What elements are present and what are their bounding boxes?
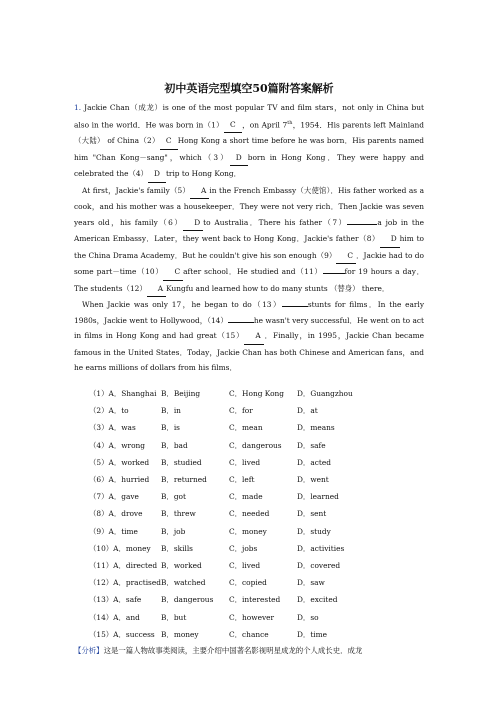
option-cell: D．means xyxy=(297,423,335,433)
document-page xyxy=(74,80,424,656)
option-cell: D．went xyxy=(297,475,329,484)
answer-blank-14 xyxy=(228,322,254,323)
passage-text: Jackie Chan（成龙）is one of the most popular TV and film stars，not only in China but also in the world．He was born in（1） xyxy=(74,103,424,129)
option-cell: （3）A．was xyxy=(89,423,136,433)
passage-text: Kungfu and learned how to do many stunts （替身） there． xyxy=(166,283,390,293)
option-cell: C．lived xyxy=(229,560,261,570)
option-row xyxy=(74,488,424,505)
option-row xyxy=(74,574,424,591)
passage-text: born in Hong Kong．They were happy and celebrated the（4） xyxy=(74,152,424,179)
passage-text: to Australia．There his father（7） xyxy=(203,217,348,227)
option-row xyxy=(74,522,424,539)
passage-text: for 19 hours a day．The students（12） xyxy=(74,267,424,293)
option-cell: B．in xyxy=(161,406,181,416)
option-cell: B．skills xyxy=(161,543,193,553)
superscript-text: th xyxy=(287,119,293,126)
option-cell: （11）A．directed xyxy=(89,560,158,570)
option-row xyxy=(74,540,424,557)
option-cell: B．returned xyxy=(161,475,207,484)
option-cell: D．time xyxy=(297,629,328,639)
option-cell: B．money xyxy=(161,629,199,639)
option-cell: D．sent xyxy=(297,509,327,519)
option-cell: C．lived xyxy=(229,457,261,467)
option-cell: （12）A．practised xyxy=(89,578,161,588)
answer-blank-1: C xyxy=(224,117,242,134)
option-cell: D．activities xyxy=(297,543,345,553)
answer-blank-2: C xyxy=(160,133,178,150)
analysis-section xyxy=(74,645,424,656)
option-cell: C．chance xyxy=(229,629,269,639)
option-cell: （15）A．success xyxy=(89,629,155,639)
answer-blank-10: C xyxy=(163,264,183,281)
option-cell: （6）A．hurried xyxy=(89,475,150,484)
option-cell: D．excited xyxy=(297,595,338,605)
answer-blank-13 xyxy=(282,306,308,307)
option-row xyxy=(74,385,424,402)
option-row xyxy=(74,591,424,608)
passage-text: ，on April 7 xyxy=(241,119,288,129)
option-cell: D．learned xyxy=(297,492,339,502)
option-cell: C．Hong Kong xyxy=(229,389,285,399)
question-number: 1. xyxy=(74,103,82,112)
answer-blank-9: C xyxy=(336,248,356,265)
answer-blank-8: D xyxy=(380,231,400,248)
option-cell: （13）A．safe xyxy=(89,595,142,605)
option-cell: （9）A．time xyxy=(89,526,138,536)
passage-text: he wasn't very successful．He went on to act in films in Hong Kong and had great（15） xyxy=(74,315,424,341)
passage-text: ，1954．His parents left Mainland （大陆） of China（2） xyxy=(74,119,424,146)
passage-text: Hong Kong a short time before he was born．His parents named him "Chan Kong－sang"，which（3） xyxy=(74,136,424,162)
option-cell: （2）A．to xyxy=(89,406,129,416)
option-row xyxy=(74,419,424,436)
option-row xyxy=(74,505,424,522)
option-cell: B．threw xyxy=(161,509,196,519)
document-title: 初中英语完型填空50篇附答案解析 xyxy=(164,82,334,95)
passage-text: At first，Jackie's family（5） xyxy=(82,185,190,195)
passage-paragraph-2 xyxy=(74,183,424,298)
option-cell: D．study xyxy=(297,526,331,536)
option-row xyxy=(74,402,424,419)
option-row xyxy=(74,608,424,625)
option-cell: B．studied xyxy=(161,457,202,467)
passage-text: in the French Embassy（大使馆）．His father worked as a cook，and his mother was a housekeeper．They were not very rich．Then Jackie was seven years old，his family（6） xyxy=(74,185,424,227)
option-cell: B．got xyxy=(161,492,186,502)
option-cell: D．Guangzhou xyxy=(297,389,353,399)
answer-blank-12: A xyxy=(147,281,166,298)
option-cell: D．saw xyxy=(297,578,325,588)
answer-blank-11 xyxy=(323,273,345,274)
option-cell: C．left xyxy=(229,475,255,484)
option-row xyxy=(74,626,424,643)
option-cell: （8）A．drove xyxy=(89,509,143,519)
option-cell: C．for xyxy=(229,406,253,416)
option-cell: B．dangerous xyxy=(161,595,214,605)
option-row xyxy=(74,437,424,454)
option-cell: C．needed xyxy=(229,509,270,519)
answer-blank-7 xyxy=(347,224,377,225)
passage-text: When Jackie was only 17，he began to do（13） xyxy=(82,300,282,310)
option-row xyxy=(74,454,424,471)
option-cell: C．mean xyxy=(229,423,263,433)
passage-text: him to the China Drama Academy．But he couldn't give his son enough（9） xyxy=(74,234,425,260)
options-table xyxy=(74,385,424,643)
answer-blank-6: D xyxy=(183,215,203,232)
passage-text: ．Jackie had to do some part－time（10） xyxy=(74,250,424,277)
option-row xyxy=(74,471,424,488)
option-cell: （5）A．worked xyxy=(89,457,150,467)
option-cell: B．bad xyxy=(161,440,188,450)
option-cell: C．copied xyxy=(229,578,267,588)
passage-text: stunts for films．In the early 1980s，Jackie went to Hollywood，（14） xyxy=(74,300,425,325)
option-cell: B．Beijing xyxy=(161,389,201,399)
answer-blank-3: D xyxy=(230,150,248,167)
option-cell: D．safe xyxy=(297,440,326,450)
answer-blank-5: A xyxy=(190,183,209,200)
option-cell: B．watched xyxy=(161,578,206,588)
option-cell: D．acted xyxy=(297,457,331,467)
passage-text: trip to Hong Kong． xyxy=(165,169,242,179)
option-cell: C．money xyxy=(229,526,267,536)
option-cell: （10）A．money xyxy=(89,543,151,553)
option-cell: B．but xyxy=(161,612,187,622)
option-cell: C．however xyxy=(229,612,275,622)
option-cell: C．jobs xyxy=(229,543,258,553)
option-cell: C．interested xyxy=(229,595,281,605)
option-cell: （4）A．wrong xyxy=(89,440,146,450)
option-cell: B．worked xyxy=(161,560,202,570)
option-cell: B．is xyxy=(161,423,180,433)
passage-text: ．Finally，in 1995，Jackie Chan became famous in the United States．Today，Jackie Chan has both Chinese and American fans，and he earns millions of dollars from his films． xyxy=(74,331,424,373)
analysis-text: 这是一篇人物故事类阅读，主要介绍中国著名影视明星成龙的个人成长史．成龙 xyxy=(103,645,363,655)
answer-blank-4: D xyxy=(148,166,166,183)
passage-text: a job in the American Embassy．Later，they went back to Hong Kong．Jackie's father（8） xyxy=(74,217,424,244)
option-cell: （7）A．gave xyxy=(89,492,139,502)
analysis-tag: 【分析】 xyxy=(74,645,104,655)
option-row xyxy=(74,557,424,574)
option-cell: D．so xyxy=(297,612,319,622)
option-cell: （14）A．and xyxy=(89,612,140,622)
passage-paragraph-3 xyxy=(74,297,424,376)
option-cell: D．covered xyxy=(297,560,341,570)
option-cell: C．dangerous xyxy=(229,440,282,450)
option-cell: （1）A．Shanghai xyxy=(89,389,157,399)
option-cell: D．at xyxy=(297,406,318,416)
answer-blank-15: A xyxy=(244,328,263,345)
option-cell: C．made xyxy=(229,492,263,502)
passage-text: after school．He studied and（11） xyxy=(183,267,323,277)
passage-paragraph-1 xyxy=(74,100,424,183)
option-cell: B．job xyxy=(161,526,186,536)
